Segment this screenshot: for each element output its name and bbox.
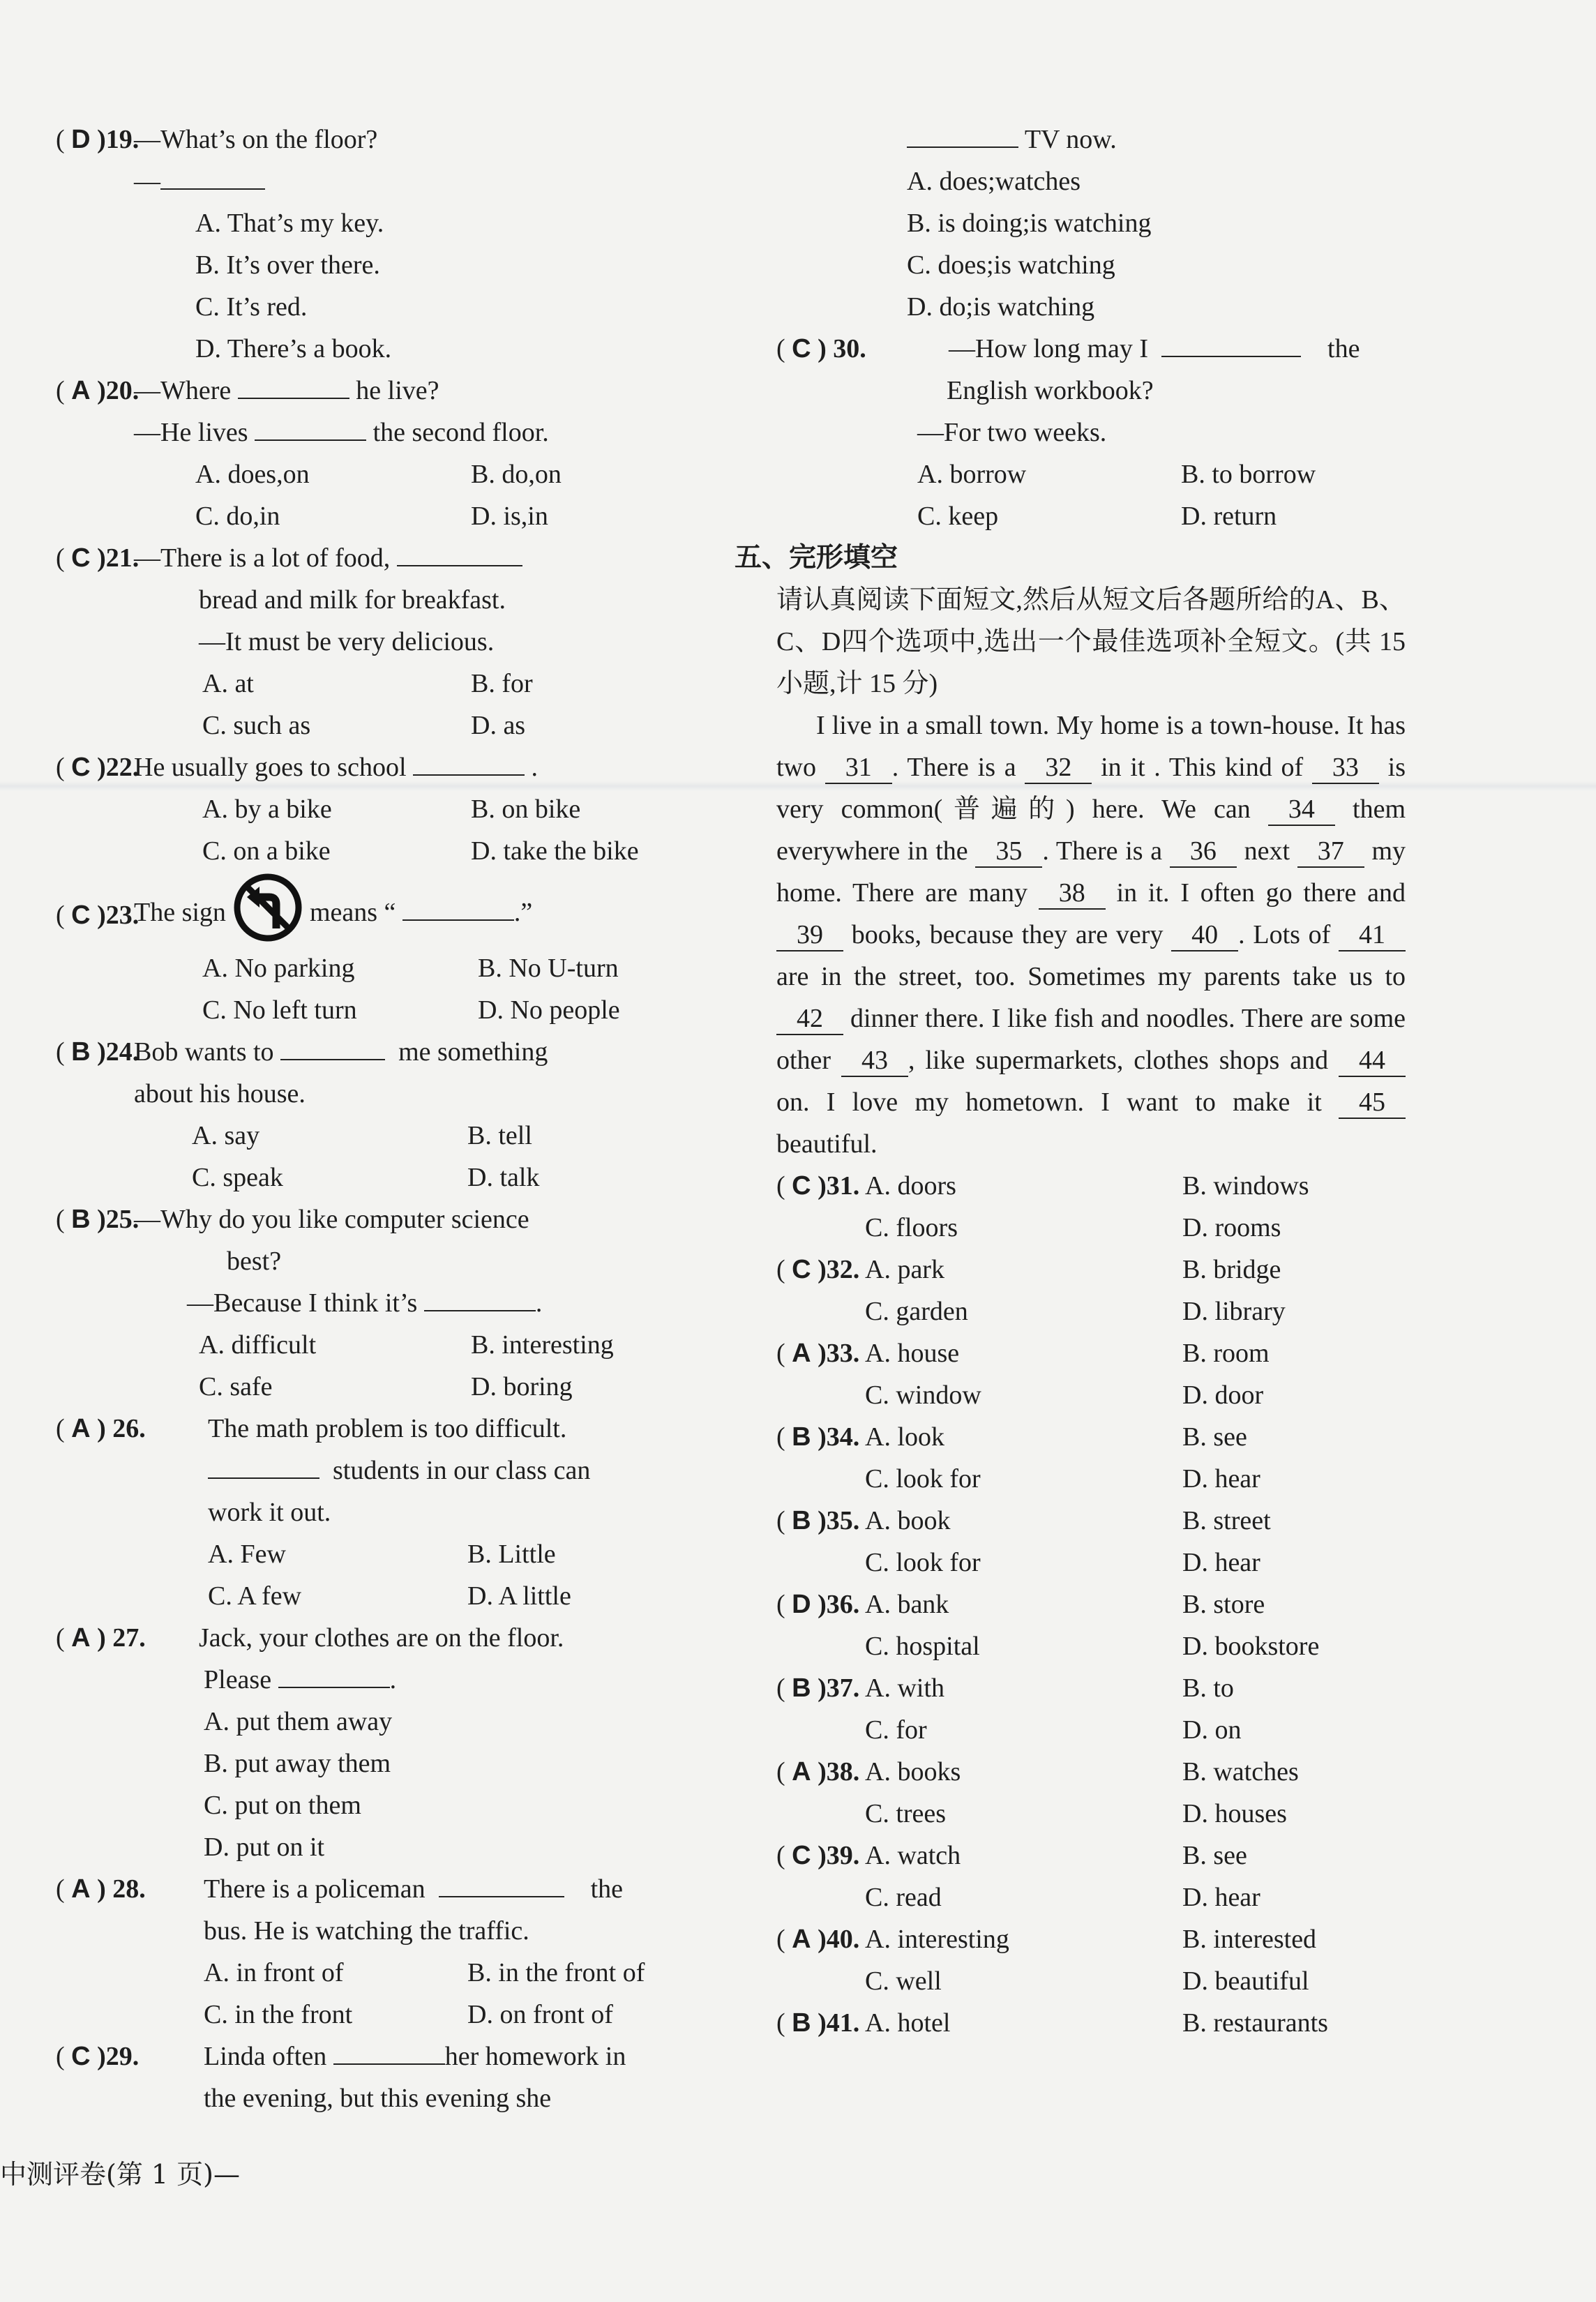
cloze-question: ( B )34. A. look B. see	[736, 1416, 1406, 1458]
option-a: A. say	[192, 1121, 260, 1150]
option-d: D. talk	[467, 1163, 540, 1192]
passage-text: is very common(普遍的) here. We can	[776, 753, 1406, 824]
question-number: ) 30.	[818, 334, 866, 363]
cloze-blank: 38	[1039, 878, 1106, 910]
cloze-blank: 33	[1312, 752, 1379, 784]
stem-part: me something	[398, 1037, 548, 1067]
answer-blank	[333, 2036, 445, 2065]
option-a: A. park	[865, 1255, 944, 1284]
stem-end: .	[389, 1665, 397, 1694]
cloze-question-options	[736, 1960, 1406, 2002]
option-b: B. bridge	[1182, 1255, 1281, 1284]
answer-mark: A	[71, 1623, 91, 1653]
option-d: D. take the bike	[471, 836, 639, 866]
question-27: ( A ) 27. Jack, your clothes are on the floor. Please . A. put them away B. put away them C. put on them D. put on it	[56, 1617, 684, 1868]
option-c: C. well	[865, 1966, 942, 1996]
stem-part: Linda often	[204, 2042, 327, 2071]
question-19: ( D )19. —What’s on the floor? — A. That’s my key. B. It’s over there. C. It’s red. D. There’s a book.	[56, 119, 684, 370]
option-b: B. store	[1182, 1590, 1265, 1619]
option-a: A. bank	[865, 1590, 949, 1619]
cloze-blank: 37	[1297, 836, 1364, 868]
question-26: ( A ) 26. The math problem is too difficult. students in our class can work it out. A. Few B. Little C. A few D. A little	[56, 1408, 684, 1617]
question-28: ( A ) 28. There is a policeman the bus. He is watching the traffic. A. in front of B. in the front of C. in the front D. on front of	[56, 1868, 684, 2036]
stem-part: —There is a lot of food,	[134, 543, 391, 573]
question-number: )25.	[97, 1205, 140, 1234]
stem-part: TV now.	[1024, 125, 1117, 154]
cloze-question: ( B )37. A. with B. to	[736, 1667, 1406, 1709]
cloze-question-options	[736, 1458, 1406, 1500]
option-b: B. No U-turn	[478, 954, 619, 983]
option-a: A. with	[865, 1673, 944, 1703]
stem-part: the	[1327, 334, 1360, 363]
option-c: C. window	[865, 1381, 981, 1410]
option-a: A. interesting	[865, 1925, 1009, 1954]
answer-mark: B	[71, 1037, 91, 1067]
section-title: 五、完形填空	[735, 542, 898, 573]
option-c: C. hospital	[865, 1632, 980, 1661]
answer-mark: A	[792, 1339, 811, 1368]
option-a: A. No parking	[202, 954, 355, 983]
answer-mark: C	[792, 334, 811, 363]
answer-mark: B	[71, 1205, 91, 1234]
cloze-question: ( D )36. A. bank B. store	[736, 1583, 1406, 1625]
option-a: A. in front of	[204, 1958, 344, 1987]
option-a: A. doors	[865, 1171, 956, 1201]
answer-mark: C	[71, 543, 91, 573]
question-20: ( A )20. —Where he live? —He lives the second floor. A. does,on B. do,on C. do,in D. is,in	[56, 370, 684, 537]
cloze-question: ( C )39. A. watch B. see	[736, 1835, 1406, 1876]
option-d: D. return	[1181, 502, 1277, 531]
passage-text: next	[1244, 836, 1290, 866]
cloze-blank: 44	[1339, 1045, 1406, 1077]
option-a: A. at	[202, 669, 254, 698]
option-c: C. for	[865, 1715, 927, 1745]
stem-part: he live?	[356, 376, 439, 405]
option-b: B. in the front of	[467, 1958, 645, 1987]
option-d: D. boring	[471, 1372, 573, 1401]
cloze-blank: 39	[776, 919, 843, 951]
answer-mark: B	[792, 2008, 811, 2038]
answer-mark: A	[792, 1757, 811, 1786]
stem-end: .	[531, 753, 539, 782]
answer-blank	[208, 1450, 319, 1479]
answer-blank	[1161, 328, 1301, 357]
answer-mark: C	[792, 1841, 811, 1870]
question-30: ( C ) 30. —How long may I the English workbook? —For two weeks. A. borrow B. to borrow C. keep D. return	[736, 328, 1406, 537]
no-left-turn-sign-icon	[233, 873, 303, 942]
option-b: B. tell	[467, 1121, 532, 1150]
passage-text: , like supermarkets, clothes shops and	[908, 1046, 1329, 1075]
option-b: B. for	[471, 669, 533, 698]
option-b: B. room	[1182, 1339, 1270, 1368]
question-number: )24.	[97, 1037, 140, 1067]
stem-line: work it out.	[208, 1498, 331, 1527]
answer-blank	[413, 746, 525, 776]
option-d: D. hear	[1182, 1548, 1260, 1577]
answer-mark: C	[792, 1171, 811, 1201]
option-a: A. borrow	[917, 460, 1027, 489]
question-number: )29.	[97, 2042, 140, 2071]
answer-blank	[402, 892, 514, 921]
stem-line: the evening, but this evening she	[204, 2084, 552, 2113]
stem-part: —He lives	[134, 418, 248, 447]
option-d: D. There’s a book.	[195, 334, 392, 363]
cloze-question: ( C )32. A. park B. bridge	[736, 1249, 1406, 1291]
stem-part: He usually goes to school	[134, 753, 407, 782]
option-c: C. do,in	[195, 502, 280, 531]
cloze-question-options	[736, 1291, 1406, 1332]
option-b: B. do,on	[471, 460, 562, 489]
cloze-question: ( B )35. A. book B. street	[736, 1500, 1406, 1542]
option-c: C. garden	[865, 1297, 968, 1326]
option-d: D. hear	[1182, 1883, 1260, 1912]
answer-blank	[238, 370, 349, 399]
answer-mark: A	[71, 376, 91, 405]
question-22: ( C )22. He usually goes to school . A. by a bike B. on bike C. on a bike D. take the bike	[56, 746, 684, 872]
option-a: A. difficult	[199, 1330, 317, 1360]
stem-part: students in our class can	[333, 1456, 591, 1485]
stem-part: —Where	[134, 376, 232, 405]
cloze-question: ( B )41. A. hotel B. restaurants	[736, 2002, 1406, 2044]
stem-part: Please	[204, 1665, 272, 1694]
option-d: D. do;is watching	[907, 292, 1095, 322]
answer-mark: B	[792, 1673, 811, 1703]
cloze-question-options	[736, 1625, 1406, 1667]
passage-text: dinner there. I like fish and noodles. There are some other	[776, 1004, 1406, 1075]
option-b: B. interested	[1182, 1925, 1317, 1954]
option-d: D. houses	[1182, 1799, 1287, 1828]
stem-part: means “	[309, 898, 396, 927]
question-number: )34.	[818, 1422, 860, 1452]
cloze-blank: 35	[975, 836, 1042, 868]
passage-text: books, because they are very	[851, 920, 1164, 949]
option-d: D. beautiful	[1182, 1966, 1309, 1996]
stem-line: bread and milk for breakfast.	[199, 585, 506, 615]
stem-part: the second floor.	[372, 418, 549, 447]
dash: —	[134, 167, 160, 196]
stem-line: —For two weeks.	[917, 418, 1107, 447]
option-a: A. does,on	[195, 460, 310, 489]
question-number: )38.	[818, 1757, 860, 1786]
passage-text: beautiful.	[776, 1129, 878, 1159]
option-b: B. Little	[467, 1540, 556, 1569]
answer-mark: C	[792, 1255, 811, 1284]
question-number: )23.	[97, 901, 140, 930]
option-d: D. hear	[1182, 1464, 1260, 1494]
page-footer: 中测评卷(第 1 页)—	[0, 2159, 240, 2190]
question-number: )33.	[818, 1339, 860, 1368]
cloze-passage	[736, 705, 1406, 1165]
option-b: B. see	[1182, 1841, 1247, 1870]
question-29: ( C )29. Linda often her homework in the evening, but this evening she	[56, 2036, 684, 2119]
option-c: C. trees	[865, 1799, 947, 1828]
option-c: C. look for	[865, 1464, 981, 1494]
option-a: A. by a bike	[202, 795, 332, 824]
question-number: )22.	[97, 753, 140, 782]
question-number: )19.	[97, 125, 140, 154]
question-number: )37.	[818, 1673, 860, 1703]
option-d: D. as	[471, 711, 526, 740]
option-c: C. floors	[865, 1213, 958, 1242]
stem-part: The sign	[134, 898, 226, 927]
stem-line: about his house.	[134, 1079, 306, 1108]
cloze-options-list	[736, 1165, 1406, 2044]
answer-mark: B	[792, 1506, 811, 1535]
option-b: B. windows	[1182, 1171, 1309, 1201]
option-b: B. restaurants	[1182, 2008, 1328, 2038]
question-29-continued	[736, 119, 1406, 328]
stem-line: English workbook?	[947, 376, 1154, 405]
stem-part: Bob wants to	[134, 1037, 274, 1067]
question-number: )35.	[818, 1506, 860, 1535]
option-a: A. book	[865, 1506, 951, 1535]
stem-part: There is a policeman	[204, 1874, 426, 1904]
option-a: A. hotel	[865, 2008, 951, 2038]
left-column	[56, 119, 684, 2119]
option-a: A. look	[865, 1422, 944, 1452]
option-b: B. interesting	[471, 1330, 614, 1360]
option-c: C. on a bike	[202, 836, 331, 866]
answer-blank	[907, 119, 1018, 148]
question-number: )20.	[97, 376, 140, 405]
cloze-blank: 45	[1339, 1087, 1406, 1119]
cloze-question-options	[736, 1207, 1406, 1249]
answer-mark: C	[71, 753, 91, 782]
cloze-blank: 42	[776, 1003, 843, 1035]
question-23: ( C )23. The sign means “ .” A. No parking B. No U-turn C. No left turn D. No people	[56, 878, 684, 1031]
option-b: B. street	[1182, 1506, 1271, 1535]
answer-mark: B	[792, 1422, 811, 1452]
option-d: D. door	[1182, 1381, 1264, 1410]
question-number: )41.	[818, 2008, 860, 2038]
option-d: D. A little	[467, 1581, 571, 1611]
stem-part: the	[590, 1874, 624, 1904]
stem-line: The math problem is too difficult.	[208, 1414, 567, 1443]
answer-mark: A	[71, 1414, 91, 1443]
stem-part: her homework in	[444, 2042, 626, 2071]
passage-text: . There is a	[891, 753, 1016, 782]
cloze-blank: 43	[841, 1045, 908, 1077]
cloze-question-options	[736, 1793, 1406, 1835]
option-a: A. does;watches	[907, 167, 1081, 196]
option-b: B. see	[1182, 1422, 1247, 1452]
question-number: ) 26.	[97, 1414, 146, 1443]
answer-blank	[397, 537, 522, 566]
passage-text: I live in a small town. My home is a town-house. It has two	[776, 711, 1406, 782]
stem-part: —Because I think it’s	[187, 1288, 418, 1318]
question-number: )40.	[818, 1925, 860, 1954]
stem-line: best?	[227, 1247, 282, 1276]
option-a: A. put them away	[204, 1707, 393, 1736]
answer-blank	[424, 1282, 536, 1311]
passage-text: my home. There are many	[776, 836, 1406, 908]
stem-line: bus. He is watching the traffic.	[204, 1916, 529, 1946]
passage-text: . There is a	[1042, 836, 1163, 866]
option-b: B. watches	[1182, 1757, 1299, 1786]
question-21: ( C )21. —There is a lot of food, bread and milk for breakfast. —It must be very delicious. A. at B. for C. such as D. as	[56, 537, 684, 746]
question-number: ) 27.	[97, 1623, 146, 1653]
cloze-question: ( A )38. A. books B. watches	[736, 1751, 1406, 1793]
option-c: C. No left turn	[202, 995, 357, 1025]
option-a: A. Few	[208, 1540, 286, 1569]
question-stem: —What’s on the floor?	[134, 125, 378, 154]
cloze-question: ( A )40. A. interesting B. interested	[736, 1918, 1406, 1960]
option-c: C. speak	[192, 1163, 283, 1192]
cloze-question: ( C )31. A. doors B. windows	[736, 1165, 1406, 1207]
answer-mark: C	[71, 901, 91, 930]
cloze-blank: 31	[825, 752, 892, 784]
cloze-blank: 32	[1025, 752, 1092, 784]
question-number: )39.	[818, 1841, 860, 1870]
question-number: )36.	[818, 1590, 860, 1619]
option-b: B. to	[1182, 1673, 1234, 1703]
question-24: ( B )24. Bob wants to me something about his house. A. say B. tell C. speak D. talk	[56, 1031, 684, 1198]
answer-mark: C	[71, 2042, 91, 2071]
stem-line: —It must be very delicious.	[199, 627, 495, 656]
answer-mark: A	[71, 1874, 91, 1904]
option-a: A. house	[865, 1339, 960, 1368]
stem-end: .	[535, 1288, 543, 1318]
stem-line: Jack, your clothes are on the floor.	[199, 1623, 564, 1653]
option-a: A. That’s my key.	[195, 209, 384, 238]
question-number: )31.	[818, 1171, 860, 1201]
section-instruction: 请认真阅读下面短文,然后从短文后各题所给的A、B、C、D四个选项中,选出一个最佳选项补全短文。(共 15 小题,计 15 分)	[776, 585, 1406, 698]
option-c: C. look for	[865, 1548, 981, 1577]
question-number: )21.	[97, 543, 140, 573]
option-d: D. library	[1182, 1297, 1286, 1326]
cloze-question-options	[736, 1542, 1406, 1583]
option-b: B. on bike	[471, 795, 581, 824]
option-c: C. keep	[917, 502, 999, 531]
option-c: C. does;is watching	[907, 250, 1115, 280]
answer-mark: D	[71, 125, 91, 154]
cloze-question-options	[736, 1374, 1406, 1416]
answer-mark: A	[792, 1925, 811, 1954]
question-number: ) 28.	[97, 1874, 146, 1904]
cloze-question-options	[736, 1709, 1406, 1751]
option-d: D. is,in	[471, 502, 548, 531]
cloze-blank: 41	[1339, 919, 1406, 951]
passage-text: in it. I often go there and	[1116, 878, 1406, 908]
passage-text: are in the street, too. Sometimes my parents take us to	[776, 962, 1406, 991]
question-25: ( B )25. —Why do you like computer science best? —Because I think it’s . A. difficult B. interesting C. safe D. boring	[56, 1198, 684, 1408]
option-d: D. bookstore	[1182, 1632, 1320, 1661]
option-c: C. put on them	[204, 1791, 361, 1820]
answer-blank	[280, 1031, 385, 1060]
answer-mark: D	[792, 1590, 811, 1619]
option-d: D. put on it	[204, 1833, 325, 1862]
passage-text: . Lots of	[1238, 920, 1331, 949]
option-d: D. on front of	[467, 2000, 613, 2029]
passage-text: them everywhere in the	[776, 795, 1406, 866]
answer-blank	[439, 1868, 564, 1897]
option-c: C. such as	[202, 711, 311, 740]
option-d: D. rooms	[1182, 1213, 1281, 1242]
option-b: B. to borrow	[1181, 460, 1316, 489]
option-c: C. safe	[199, 1372, 273, 1401]
option-b: B. It’s over there.	[195, 250, 380, 280]
answer-blank	[255, 412, 366, 441]
cloze-question-options	[736, 1876, 1406, 1918]
option-b: B. is doing;is watching	[907, 209, 1152, 238]
cloze-blank: 34	[1268, 794, 1335, 826]
question-number: )32.	[818, 1255, 860, 1284]
option-a: A. books	[865, 1757, 961, 1786]
right-column	[736, 119, 1406, 2044]
answer-blank	[160, 160, 265, 190]
option-c: C. read	[865, 1883, 942, 1912]
option-d: D. No people	[478, 995, 620, 1025]
cloze-question: ( A )33. A. house B. room	[736, 1332, 1406, 1374]
option-d: D. on	[1182, 1715, 1242, 1745]
option-b: B. put away them	[204, 1749, 391, 1778]
option-c: C. in the front	[204, 2000, 353, 2029]
option-c: C. It’s red.	[195, 292, 308, 322]
cloze-blank: 40	[1171, 919, 1238, 951]
option-a: A. watch	[865, 1841, 961, 1870]
passage-text: on. I love my hometown. I want to make it	[776, 1088, 1322, 1117]
stem-part: —How long may I	[949, 334, 1149, 363]
passage-text: in it . This kind of	[1101, 753, 1304, 782]
stem-end: .”	[513, 898, 533, 927]
stem-line: —Why do you like computer science	[134, 1205, 529, 1234]
answer-blank	[278, 1659, 390, 1688]
option-c: C. A few	[208, 1581, 302, 1611]
cloze-blank: 36	[1170, 836, 1237, 868]
